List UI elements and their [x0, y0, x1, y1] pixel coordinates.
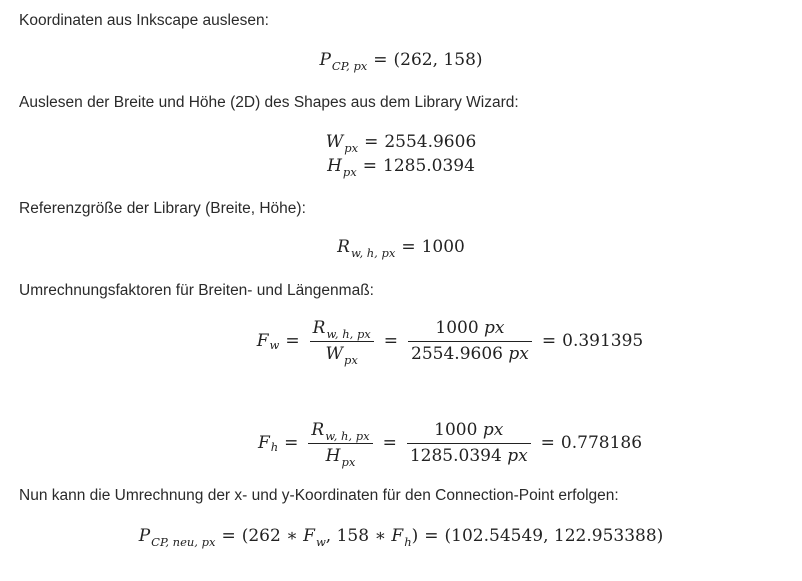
eq6-lhs-sub: CP, neu, px: [151, 535, 216, 549]
eq4-f1-num-var: R: [312, 317, 326, 338]
equation-r: $R_{w, h, px} = 1000$: [337, 237, 465, 260]
eq5-frac1: [308, 419, 372, 469]
eq5-f2-den-unit: px: [507, 445, 528, 466]
equation-w-px: $W_{px} = 2554.9606$: [325, 132, 477, 155]
eq4-lhs-var: F: [256, 330, 269, 351]
eq6-result: (102.54549, 122.953388): [444, 526, 664, 546]
eq6-fw-var: F: [303, 526, 315, 546]
eq2a-sub: px: [344, 141, 359, 155]
eq4-frac2: [408, 317, 532, 364]
eq1-lhs-sub: CP, px: [331, 59, 368, 73]
eq1-lhs-var: P: [319, 50, 331, 70]
eq5-result: 0.778186: [560, 432, 643, 453]
eq3-value: 1000: [421, 237, 465, 257]
eq1-rhs: (262, 158): [393, 50, 483, 70]
eq4-f2-den: 2554.9606: [411, 343, 503, 364]
eq5-lhs-var: F: [257, 432, 270, 453]
eq4-f1-den-var: W: [325, 343, 344, 364]
eq2b-var: H: [327, 156, 342, 176]
eq3-sub: w, h, px: [350, 246, 396, 260]
eq5-f2-num-unit: px: [482, 419, 504, 440]
eq4-f2-den-unit: px: [508, 343, 529, 364]
eq6-lhs-var: P: [138, 526, 151, 546]
eq5-f1-num-var: R: [311, 419, 325, 440]
eq5-f1-den-var: H: [325, 445, 341, 466]
eq6-fh-sub: h: [404, 535, 412, 549]
paragraph-conversion-factors: Umrechnungsfaktoren für Breiten- und Längenmaß:: [19, 282, 374, 299]
paragraph-reference-size: Referenzgröße der Library (Breite, Höhe):: [19, 200, 306, 217]
eq5-frac2: [407, 419, 531, 466]
eq5-f2-den: 1285.0394: [409, 445, 502, 466]
eq4-f2-num: 1000: [435, 317, 479, 338]
eq4-f1-den-sub: px: [344, 352, 358, 367]
eq4-lhs-sub: w: [269, 338, 280, 353]
eq4-frac1: [310, 317, 374, 367]
eq2a-value: 2554.9606: [384, 132, 477, 152]
equation-f-w: F w = $\frac{R_{w, h, px}}{W_{px}}$ = $\frac{1000 px}{2554.9606 px}$ = 0.391395: [256, 317, 644, 367]
eq4-f2-num-unit: px: [484, 317, 505, 338]
eq2a-var: W: [325, 132, 344, 152]
eq2b-value: 1285.0394: [383, 156, 475, 176]
equation-f-h: F h = $\frac{R_{w, h, px}}{H_{px}}$ = $\frac{1000 px}{1285.0394 px}$ = 0.778186: [257, 419, 643, 469]
equation-h-px: $H_{px} = 1285.0394$: [327, 156, 475, 179]
paragraph-width-height: Auslesen der Breite und Höhe (2D) des Shapes aus dem Library Wizard:: [19, 94, 519, 111]
eq6-fw-sub: w: [315, 535, 326, 549]
eq5-lhs-sub: h: [270, 440, 279, 455]
equation-p-cp-neu: $P_{CP, neu, px} = (262$ ∗ $F_w$, 158 ∗ $F_h) = (102.54549$, 122.953388): [138, 526, 664, 549]
paragraph-read-coordinates: Koordinaten aus Inkscape auslesen:: [19, 12, 269, 29]
eq6-fh-var: F: [391, 526, 404, 546]
eq4-result: 0.391395: [562, 330, 644, 351]
eq6-mid-sep: , 158 ∗: [325, 526, 392, 546]
eq3-var: R: [337, 237, 350, 257]
eq4-f1-num-sub: w, h, px: [326, 326, 371, 341]
eq6-mid-close: ): [411, 526, 419, 546]
paragraph-conversion-result: Nun kann die Umrechnung der x- und y-Koordinaten für den Connection-Point erfolgen:: [19, 487, 619, 504]
equation-p-cp: $P_{CP, px} = (262$, 158): [319, 50, 483, 73]
eq5-f1-den-sub: px: [341, 454, 356, 469]
eq5-f1-num-sub: w, h, px: [325, 428, 370, 443]
eq2b-sub: px: [342, 165, 357, 179]
eq5-f2-num: 1000: [434, 419, 478, 440]
eq6-mid-open: (262 ∗: [241, 526, 304, 546]
